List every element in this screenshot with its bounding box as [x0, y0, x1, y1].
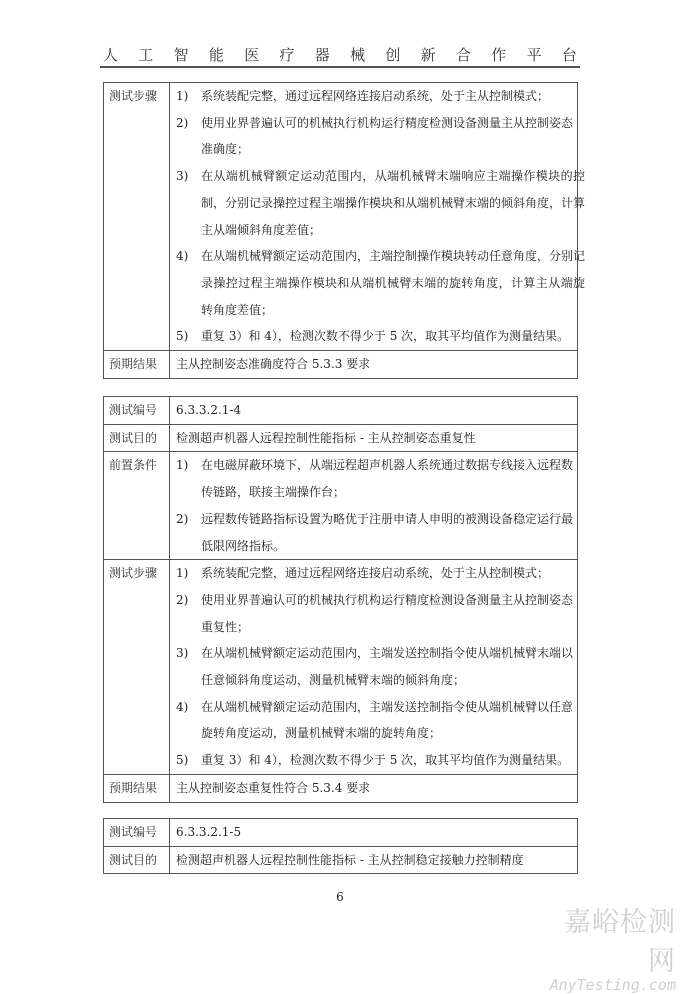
item-number: 1)	[176, 89, 189, 103]
header-char: 新	[420, 46, 436, 64]
test-table-continued	[103, 82, 586, 379]
list-item	[176, 83, 573, 110]
test-table-6.3.3.2.1-4	[103, 396, 578, 803]
table-row-purpose	[104, 424, 578, 452]
page-header	[103, 44, 577, 65]
item-number: 2)	[176, 511, 189, 526]
steps-list	[170, 560, 578, 775]
list-item	[176, 452, 573, 505]
list-item	[176, 110, 573, 163]
table-row-result	[104, 351, 578, 379]
item-text-line: 在从端机械臂额定运动范围内，从端机械臂末端响应主端操作模块的控	[201, 169, 586, 184]
preconditions-list	[170, 452, 578, 560]
header-char: 作	[491, 46, 507, 64]
steps-list	[170, 83, 586, 351]
watermark-url: AnyTesting.com	[549, 976, 676, 994]
item-text-line: 低限网络指标。	[201, 538, 286, 553]
header-char: 合	[455, 46, 471, 64]
item-text-line: 准确度；	[201, 142, 250, 157]
row-label: 测试步骤	[104, 83, 170, 351]
item-number: 4)	[176, 699, 189, 714]
item-text-line: 制，分别记录操控过程主端操作模块和从端机械臂末端的倾斜角度，计算	[201, 195, 586, 210]
table-row-steps	[104, 560, 578, 775]
header-char: 平	[526, 46, 542, 64]
item-text-line: 主从端倾斜角度差值；	[201, 222, 322, 237]
row-label: 测试步骤	[104, 560, 170, 775]
header-char: 台	[561, 46, 577, 64]
item-text-line: 系统装配完整，通过远程网络连接启动系统，处于主从控制模式；	[201, 566, 550, 581]
item-text-line: 重复性；	[201, 619, 250, 634]
header-char: 能	[208, 46, 224, 64]
row-label: 测试目的	[104, 846, 170, 874]
list-item	[176, 640, 573, 693]
header-char: 医	[244, 46, 260, 64]
header-divider	[100, 66, 580, 68]
watermark-text: 嘉峪检测网	[564, 907, 676, 977]
test-purpose: 检测超声机器人远程控制性能指标 - 主从控制姿态重复性	[170, 424, 578, 452]
item-text-line: 使用业界普遍认可的机械执行机构运行精度检测设备测量主从控制姿态	[201, 115, 574, 130]
item-text-line: 重复 3）和 4），检测次数不得少于 5 次，取其平均值作为测量结果。	[201, 753, 570, 768]
item-number: 3)	[176, 169, 189, 184]
item-number: 2)	[176, 592, 189, 607]
item-text-line: 重复 3）和 4），检测次数不得少于 5 次，取其平均值作为测量结果。	[201, 329, 570, 344]
table-row-preconditions	[104, 452, 578, 560]
header-char: 人	[103, 46, 119, 64]
row-label: 测试编号	[104, 819, 170, 847]
row-label: 前置条件	[104, 452, 170, 560]
watermark	[548, 900, 676, 994]
test-id: 6.3.3.2.1-4	[170, 397, 578, 425]
list-item	[176, 560, 573, 587]
row-label: 测试目的	[104, 424, 170, 452]
item-number: 1)	[176, 458, 189, 473]
item-text-line: 在从端机械臂额定运动范围内，主端发送控制指令使从端机械臂末端以	[201, 646, 574, 661]
item-text-line: 在从端机械臂额定运动范围内，主端发送控制指令使从端机械臂以任意	[201, 699, 574, 714]
item-text-line: 使用业界普遍认可的机械执行机构运行精度检测设备测量主从控制姿态	[201, 592, 574, 607]
header-char: 工	[138, 46, 154, 64]
list-item	[176, 243, 586, 323]
header-char: 器	[314, 46, 330, 64]
item-text-line: 录操控过程主端操作模块和从端机械臂末端的旋转角度，计算主从端旋	[201, 275, 586, 290]
item-number: 2)	[176, 115, 189, 130]
test-table-6.3.3.2.1-5	[103, 818, 578, 874]
item-text-line: 传链路，联接主端操作台；	[201, 485, 346, 500]
item-number: 3)	[176, 646, 189, 661]
item-text-line: 转角度差值；	[201, 302, 274, 317]
table-row-purpose	[104, 846, 578, 874]
header-char: 械	[350, 46, 366, 64]
row-label: 预期结果	[104, 351, 170, 379]
test-purpose: 检测超声机器人远程控制性能指标 - 主从控制稳定接触力控制精度	[170, 846, 578, 874]
row-label: 预期结果	[104, 774, 170, 802]
item-text-line: 在电磁屏蔽环境下，从端远程超声机器人系统通过数据专线接入远程数	[201, 458, 574, 473]
expected-result: 主从控制姿态重复性符合 5.3.4 要求	[170, 774, 578, 802]
header-char: 创	[385, 46, 401, 64]
item-text-line: 旋转角度运动，测量机械臂末端的旋转角度；	[201, 726, 442, 741]
item-number: 4)	[176, 249, 189, 264]
table-row-id	[104, 819, 578, 847]
row-label: 测试编号	[104, 397, 170, 425]
item-text-line: 任意倾斜角度运动，测量机械臂末端的倾斜角度；	[201, 673, 466, 688]
item-number: 1)	[176, 566, 189, 581]
test-id: 6.3.3.2.1-5	[170, 819, 578, 847]
expected-result: 主从控制姿态准确度符合 5.3.3 要求	[170, 351, 578, 379]
header-char: 智	[173, 46, 189, 64]
item-number: 5)	[176, 753, 189, 768]
header-char: 疗	[279, 46, 295, 64]
table-row-steps	[104, 83, 578, 351]
page-number: 6	[336, 890, 344, 904]
item-text-line: 在从端机械臂额定运动范围内，主端控制操作模块转动任意角度，分别记	[201, 249, 586, 264]
list-item	[176, 747, 573, 774]
item-text-line: 系统装配完整，通过远程网络连接启动系统，处于主从控制模式；	[201, 89, 550, 103]
list-item	[176, 163, 586, 243]
list-item	[176, 323, 573, 350]
item-number: 5)	[176, 329, 189, 344]
list-item	[176, 506, 573, 559]
table-row-id	[104, 397, 578, 425]
table-row-result	[104, 774, 578, 802]
item-text-line: 远程数传链路指标设置为略优于注册申请人申明的被测设备稳定运行最	[201, 511, 574, 526]
list-item	[176, 694, 573, 747]
list-item	[176, 587, 573, 640]
